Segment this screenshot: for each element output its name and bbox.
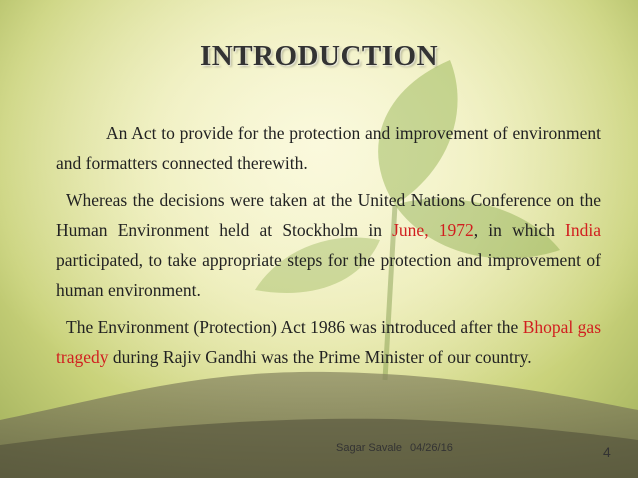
paragraph-text: An Act to provide for the protection and improvement of environment and formatters connected therewith. <box>56 123 601 173</box>
paragraph-2 <box>56 185 601 305</box>
page-number: 4 <box>603 444 611 460</box>
paragraph-text: The Environment (Protection) Act 1986 was introduced after the <box>66 317 523 337</box>
footer-author: Sagar Savale <box>336 442 403 454</box>
slide-title: INTRODUCTION <box>199 40 439 72</box>
highlighted-text: India <box>565 220 601 240</box>
paragraph-3 <box>56 312 601 372</box>
paragraph-text: participated, to take appropriate steps for the protection and improvement of human environment. <box>56 250 601 300</box>
paragraph-1 <box>56 118 601 178</box>
highlighted-text: June, 1972 <box>392 220 474 240</box>
paragraph-text: during Rajiv Gandhi was the Prime Minister of our country. <box>108 347 532 367</box>
slide-body <box>56 118 601 379</box>
footer-date: 04/26/16 <box>410 442 453 454</box>
paragraph-text: , in which <box>473 220 566 240</box>
highlighted-text: Bhopal gas tragedy <box>56 317 601 367</box>
paragraph-text: Whereas the decisions were taken at the United Nations Conference on the Human Environment held at Stockholm in <box>56 190 601 240</box>
